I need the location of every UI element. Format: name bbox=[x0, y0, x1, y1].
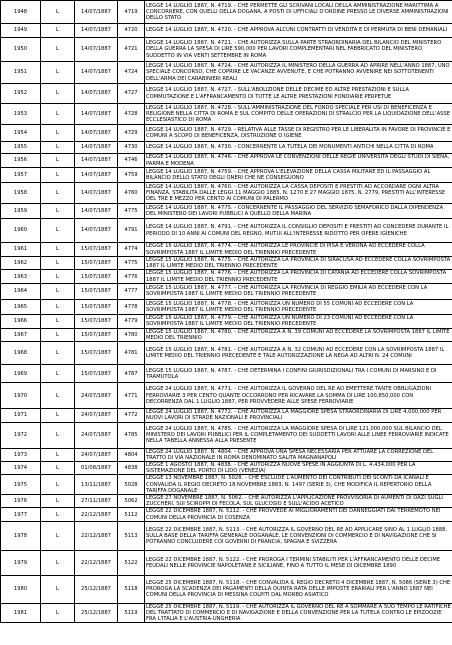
table-row bbox=[1, 521, 452, 550]
row-description: LEGGE 24 LUGLIO 1887, N. 4772. - CHE AUTORIZZA LA MAGGIORE SPESA STRAORDINARIA DI LIRE 4,000,000 PER NUOVI LAVORI DI STRADE NAZIONALI E PROVINCIALI bbox=[145, 409, 452, 422]
row-ordinal: 4729 bbox=[118, 125, 145, 142]
row-number: 1965 bbox=[1, 299, 41, 314]
table-row bbox=[1, 104, 452, 125]
row-description: LEGGE 24 LUGLIO 1887, N. 4771. - CHE AUTORIZZA IL GOVERNO DEL RE AD EMETTERE TANTE OBBLIGAZIONI FERROVIARIE 3 PER CENTO QUANTE OCCORRONO PER RICAVARE LA SOMMA DI LIRE 100,850,000 CON DECORRENZA DAL 1 LUGLIO 1887, PER PROVVEDERE ALLE SPESE FERROVIARIE bbox=[145, 383, 452, 409]
row-date: 14/07/1887 bbox=[75, 154, 118, 168]
row-date: 14/07/1887 bbox=[75, 219, 118, 243]
row-type: L bbox=[41, 550, 75, 575]
row-date: 14/07/1887 bbox=[75, 38, 118, 62]
row-type: L bbox=[41, 270, 75, 283]
row-ordinal: 4791 bbox=[118, 219, 145, 243]
row-ordinal: 4781 bbox=[118, 342, 145, 365]
table-row bbox=[1, 314, 452, 328]
row-type: L bbox=[41, 475, 75, 495]
row-type: L bbox=[41, 38, 75, 62]
row-number: 1956 bbox=[1, 154, 41, 168]
row-type: L bbox=[41, 383, 75, 409]
row-date: 25/12/1887 bbox=[75, 603, 118, 623]
row-type: L bbox=[41, 183, 75, 204]
row-type: L bbox=[41, 328, 75, 341]
row-date: 13/11/1887 bbox=[75, 475, 118, 495]
row-type: L bbox=[41, 575, 75, 603]
row-description: LEGGE 14 LUGLIO 1887, N. 4775. - CONCERNENTE IL PASSAGGIO DEL SERVIZIO SEMAFORICO DALLA DIPENDENZA DEL MINISTERO DEI LAVORI PUBBLICI A QUELLO DELLA MARINA bbox=[145, 204, 452, 219]
row-ordinal: 4724 bbox=[118, 62, 145, 84]
row-description: LEGGE 14 LUGLIO 1887, N. 4720. - CHE APPROVA ALCUNI CONTRATTI DI VENDITA E DI PERMUTA DI BENI DEMANIALI bbox=[145, 24, 452, 38]
row-number: 1949 bbox=[1, 24, 41, 38]
row-number: 1962 bbox=[1, 257, 41, 270]
row-date: 15/07/1887 bbox=[75, 270, 118, 283]
row-date: 01/08/1887 bbox=[75, 462, 118, 475]
row-description: LEGGE 15 LUGLIO 1887, N. 4787. - CHE DETERMINA I CONFINI GIURISDIZIONALI TRA I COMUNI DI MARSINO E DI TRAMUTOLA bbox=[145, 365, 452, 383]
row-description: LEGGE 24 LUGLIO 1887, N. 4804. - CHE APPROVA UNA SPESA NECESSARIA PER ATTUARE LA CORREZIONE DEL TRATTO DI VIA NAZIONALE IN ROMA DENOMINATO SALITA MAGNANAPOLI bbox=[145, 448, 452, 461]
row-description: LEGGE 15 LUGLIO 1887, N. 4777. - CHE AUTORIZZA LA PROVINCIA DI REGGIO EMILIA AD ECCEDERE CON LA SOVRIMPOSTA 1887 IL LIMITE MEDIO DEL TRIENNIO PRECEDENTE bbox=[145, 283, 452, 299]
row-description: LEGGE 22 DICEMBRE 1887, N. 5122. - CHE PROROGA I TERMINI STABILITI PER L'AFFRANCAMENTO DELLE DECIME FEUDALI NELLE PROVINCIE NAPOLETANE E SICILIANE, FINO A TUTTO IL MESE DI DICEMBRE 1890 bbox=[145, 550, 452, 575]
row-number: 1955 bbox=[1, 142, 41, 154]
row-date: 15/07/1887 bbox=[75, 243, 118, 257]
row-number: 1977 bbox=[1, 508, 41, 521]
row-date: 22/12/1887 bbox=[75, 508, 118, 521]
row-ordinal: 5113 bbox=[118, 521, 145, 550]
table-row bbox=[1, 328, 452, 341]
row-number: 1951 bbox=[1, 62, 41, 84]
table-row bbox=[1, 62, 452, 84]
row-date: 15/07/1887 bbox=[75, 283, 118, 299]
row-ordinal: 4778 bbox=[118, 299, 145, 314]
row-date: 14/07/1887 bbox=[75, 62, 118, 84]
row-ordinal: 4759 bbox=[118, 168, 145, 183]
row-number: 1979 bbox=[1, 550, 41, 575]
row-type: L bbox=[41, 409, 75, 422]
row-type: L bbox=[41, 422, 75, 448]
row-type: L bbox=[41, 314, 75, 328]
table-row bbox=[1, 257, 452, 270]
row-ordinal: 4727 bbox=[118, 84, 145, 104]
row-type: L bbox=[41, 462, 75, 475]
table-row bbox=[1, 270, 452, 283]
row-description: LEGGE 15 LUGLIO 1887, N. 4781. - CHE AUTORIZZA A N. 32 COMUNI AD ECCEDERE CON LA SOVRIMPOSTA 1887 IL LIMITE MEDIO DEL TRIENNIO PRECEDENTE E TALE AUTORIZZAZIONE LA NEGA AD ALTRI N. 24 COMUNI bbox=[145, 342, 452, 365]
row-ordinal: 4728 bbox=[118, 104, 145, 125]
row-type: L bbox=[41, 299, 75, 314]
row-description: LEGGE 15 LUGLIO 1887, N. 4779. - CHE AUTORIZZA UN NUMERO DI 23 COMUNI AD ECCEDERE CON LA SOVRIMPOSTA 1887 IL LIMITE MEDIO DEL TRIENNIO PRECEDENTE bbox=[145, 314, 452, 328]
table-row bbox=[1, 219, 452, 243]
row-type: L bbox=[41, 448, 75, 461]
row-date: 14/07/1887 bbox=[75, 142, 118, 154]
row-description: LEGGE 14 LUGLIO 1887, N. 4760. - CHE AUTORIZZA LA CASSA DEPOSITI E PRESTITI AD ACCORDARE OGNI ALTRA FINANZA, STABILITA DALLE LEGGI 11 MAGGIO 1885, N. 1270 E 27 MAGGIO 1875, N. 2779, PRESTITI ALL'INTERESSE DEL TRE E MEZZO PER CENTO AI COMUNI DI PALERMO bbox=[145, 183, 452, 204]
row-description: LEGGE 15 LUGLIO 1887, N. 4778. - CHE AUTORIZZA UN NUMERO DI 55 COMUNI AD ECCEDERE CON LA SOVRIMPOSTA 1887 IL LIMITE MEDIO DEL TRIENNIO PRECEDENTE bbox=[145, 299, 452, 314]
row-ordinal: 4777 bbox=[118, 283, 145, 299]
row-description: LEGGE 14 LUGLIO 1887, N. 4791. - CHE AUTORIZZA IL CONSIGLIO DEPOSITI E PRESTITI AD CONCEDERE DURANTE IL PERIODO DI 10 ANNI AI COMUNI DEL REGNO, MUTUI ALL'INTERESSE RIDOTTO PER OPERE IGIENICHE bbox=[145, 219, 452, 243]
row-type: L bbox=[41, 62, 75, 84]
row-date: 24/07/1887 bbox=[75, 409, 118, 422]
row-date: 14/07/1887 bbox=[75, 125, 118, 142]
row-description: LEGGE 14 LUGLIO 1887, N. 4746. - CHE APPROVA LE CONVENZIONI DELLE REGIE UNIVERSITA DEGLI STUDI DI SIENA, PARMA E MODENA bbox=[145, 154, 452, 168]
row-date: 14/07/1887 bbox=[75, 168, 118, 183]
row-type: L bbox=[41, 219, 75, 243]
row-number: 1969 bbox=[1, 365, 41, 383]
row-ordinal: 5122 bbox=[118, 550, 145, 575]
row-type: L bbox=[41, 365, 75, 383]
row-number: 1971 bbox=[1, 409, 41, 422]
row-ordinal: 4838 bbox=[118, 462, 145, 475]
row-number: 1976 bbox=[1, 495, 41, 508]
row-number: 1957 bbox=[1, 168, 41, 183]
table-row bbox=[1, 422, 452, 448]
table-row bbox=[1, 24, 452, 38]
row-type: L bbox=[41, 603, 75, 623]
row-description: LEGGE 25 DICEMBRE 1887, N. 5119. - CHE AUTORIZZA IL GOVERNO DEL RE A SOMMARE A SUO TEMPO LE RATIFICHE DEL TRATTATO DI COMMERCIO E DI NAVIGAZIONE E DELLA CONVENZIONE PER LA TUTELA CONTRO LE EPIZOOZIE FRA L'ITALIA E L'AUSTRIA-UNGHERIA bbox=[146, 603, 451, 623]
row-date: 24/07/1887 bbox=[75, 448, 118, 461]
row-ordinal: 4721 bbox=[118, 38, 145, 62]
row-ordinal: 5028 bbox=[118, 475, 145, 495]
row-type: L bbox=[41, 1, 75, 24]
row-type: L bbox=[41, 342, 75, 365]
table-row bbox=[1, 448, 452, 461]
row-ordinal: 4774 bbox=[118, 243, 145, 257]
table-row bbox=[1, 603, 452, 623]
row-description: LEGGE 14 LUGLIO 1887, N. 4724. - CHE AUTORIZZA IL MINISTERO DELLA GUERRA AD APRIRE NELL'ANNO 1887, UNO SPECIALE CONCORSO, CHE COPRIRE LE VACANZE AVVENUTE, E CHE POTRANNO AVVENIRE NEI SOTTOTENENTI DELL'ARMA DEI CARABINIERI REALI bbox=[145, 62, 452, 84]
table-row bbox=[1, 495, 452, 508]
row-date: 14/07/1887 bbox=[75, 204, 118, 219]
row-date: 15/07/1887 bbox=[75, 299, 118, 314]
row-date: 14/07/1887 bbox=[75, 24, 118, 38]
row-description: LEGGE 14 LUGLIO 1887, N. 4721. - CHE AUTORIZZA SULLA PARTE STRAORDINARIA DEL BILANCIO DEL MINISTERO DELLA GUERRA LA SPESA DI LIRE 590,000 PER LAVORI COMPLEMENTARI NEL FABBRICATO DEL MINISTERO SUDDETTO IN VIA VENTI SETTEMBRE IN ROMA bbox=[145, 38, 452, 62]
table-row bbox=[1, 243, 452, 257]
row-number: 1980 bbox=[1, 575, 41, 603]
row-description: LEGGE 22 DICEMBRE 1887, N. 5112. - CHE PROVVEDE AI MIGLIORAMENTI DEI DANNEGGIATI DAI TERREMOTO NEI COMUNI DELLA PROVINCIA DI COSENZA bbox=[145, 508, 452, 521]
row-description: LEGGE 14 LUGLIO 1887, N. 4759. - CHE APPROVA L'ELEVAZIONE DELLA CASSA MILITARE ED IL PASSAGGIO AL BILANCIO DELLO STATO DEGLI ONERI CHE NE CONSEGUONO bbox=[145, 168, 452, 183]
row-description: LEGGE 14 LUGLIO 1887, N. 4719. - CHE PERMETTE GLI SCRIVANI LOCALI DELLA AMMINISTRAZIONE MARITTIMA A CONCORRERE, CON QUELLI DELLA DOGANA, A POSTI DI UFFICIALI D'ORDINE PRESSO LE DIVERSE AMMINISTRAZIONI DELLO STATO bbox=[145, 1, 452, 24]
row-number: 1963 bbox=[1, 270, 41, 283]
row-ordinal: 4760 bbox=[118, 183, 145, 204]
row-type: L bbox=[41, 168, 75, 183]
row-type: L bbox=[41, 154, 75, 168]
row-number: 1970 bbox=[1, 383, 41, 409]
table-row bbox=[1, 383, 452, 409]
row-date: 14/07/1887 bbox=[75, 84, 118, 104]
row-date: 15/07/1887 bbox=[75, 314, 118, 328]
row-number: 1960 bbox=[1, 219, 41, 243]
row-type: L bbox=[41, 495, 75, 508]
table-row bbox=[1, 84, 452, 104]
row-ordinal: 4787 bbox=[118, 365, 145, 383]
row-description: LEGGE 24 LUGLIO 1887, N. 4785. - CHE AUTORIZZA LA MAGGIORE SPESA DI LIRE 121,000,000 SUL BILANCIO DEL MINISTERO DEI LAVORI PUBBLICI PER IL COMPLETAMENTO DEI SUDDETTI LAVORI ALLE LINEE FERROVIARIE INDICATE NELLA TABELLA ANNESSA ALLA PRESENTE bbox=[145, 422, 452, 448]
row-number: 1968 bbox=[1, 342, 41, 365]
row-date: 14/07/1887 bbox=[75, 1, 118, 24]
table-row bbox=[1, 183, 452, 204]
row-ordinal: 4804 bbox=[118, 448, 145, 461]
row-number: 1954 bbox=[1, 125, 41, 142]
row-ordinal: 4772 bbox=[118, 409, 145, 422]
row-date: 14/07/1887 bbox=[75, 104, 118, 125]
row-date: 15/07/1887 bbox=[75, 365, 118, 383]
row-ordinal: 5118 bbox=[118, 575, 145, 603]
row-ordinal: 4776 bbox=[118, 270, 145, 283]
row-description: LEGGE 22 DICEMBRE 1887, N. 5113. - CHE AUTORIZZA IL GOVERNO DEL RE AD APPLICARE SINO AL 1 LUGLIO 1888, SULLA BASE DELLA TARIFFA GENERALE DOGANALE, LE CONVENZIONI DI COMMERCIO E DI NAVIGAZIONE CHE SI POTRANNO CONCLUDERE COI GOVERNI DI FRANCIA, SPAGNA E SVIZZERA bbox=[145, 521, 452, 550]
row-number: 1981 bbox=[1, 603, 41, 623]
row-number: 1950 bbox=[1, 38, 41, 62]
row-number: 1953 bbox=[1, 104, 41, 125]
row-type: L bbox=[41, 104, 75, 125]
row-type: L bbox=[41, 257, 75, 270]
row-ordinal: 5112 bbox=[118, 508, 145, 521]
row-type: L bbox=[41, 204, 75, 219]
row-description: LEGGE 13 NOVEMBRE 1887, N. 5028. - CHE ESCLUDE L'AUMENTO DEI CONTRIBUTI DEI SCONTI DA ICANALI E CONVALIDA IL REGIO DECRETO 18 NOVEMBRE 1883, N. 1497 (SERIE 3), CHE MODIFICA IL REPERTORIO DELLA TARIFFA DOGANALE bbox=[145, 475, 452, 495]
table-row bbox=[1, 365, 452, 383]
row-date: 14/07/1887 bbox=[75, 183, 118, 204]
row-type: L bbox=[41, 508, 75, 521]
row-ordinal: 5062 bbox=[118, 495, 145, 508]
table-row bbox=[1, 508, 452, 521]
table-row bbox=[1, 575, 452, 603]
row-description: LEGGE 15 LUGLIO 1887, N. 4780. - CHE AUTORIZZA A N. 39 COMUNI AD ECCEDERE LA SOVRIMPOSTA 1887 IL LIMITE MEDIO DEL TRIENNIO bbox=[145, 328, 452, 341]
row-description: LEGGE 25 DICEMBRE 1887, N. 5118. - CHE CONVALIDA IL REGIO DECRETO 4 DICEMBRE 1887, N. 5086 (SERIE 3) CHE PROROGA LA SCADENZA DEI PAGAMENTI DELLA QUINTA RATA DELLE IMPOSTE ERARIALI PER L'ANNO 1887 NEI COMUNI DELLA PROVINCIA DI MESSINA COLPITI DAL MORBO ASIATICO bbox=[145, 575, 452, 603]
row-number: 1978 bbox=[1, 521, 41, 550]
table-row bbox=[1, 168, 452, 183]
row-type: L bbox=[41, 24, 75, 38]
row-date: 27/11/1887 bbox=[75, 495, 118, 508]
row-number: 1964 bbox=[1, 283, 41, 299]
row-type: L bbox=[41, 243, 75, 257]
row-date: 15/07/1887 bbox=[75, 342, 118, 365]
row-date: 25/12/1887 bbox=[75, 575, 118, 603]
row-number: 1958 bbox=[1, 183, 41, 204]
row-description: LEGGE 1 AGOSTO 1887, N. 4838. - CHE AUTORIZZA NUOVE SPESE IN AGGIUNTA DI L. 4,434,000 PER LA SISTEMAZIONE DEL PORTO DI LIDO (VENEZIA) bbox=[145, 462, 452, 475]
row-number: 1973 bbox=[1, 448, 41, 461]
row-type: L bbox=[41, 84, 75, 104]
table-row bbox=[1, 204, 452, 219]
row-number: 1948 bbox=[1, 1, 41, 24]
row-ordinal: 4719 bbox=[118, 1, 145, 24]
row-ordinal: 4720 bbox=[118, 24, 145, 38]
row-description: LEGGE 14 LUGLIO 1887, N. 4730. - CONCERNENTE LA TUTELA DEI MONUMENTI ANTICHI NELLA CITTA DI ROMA bbox=[145, 142, 452, 154]
row-ordinal: 5119 bbox=[118, 603, 145, 623]
row-number: 1961 bbox=[1, 243, 41, 257]
row-description: LEGGE 15 LUGLIO 1887, N. 4774. - CHE AUTORIZZA LE PROVINCIE DI PISA E VERONA AD ECCEDERE COLLA SOVRIMPOSTA 1887 IL LIMITE MEDIO DEL TRIENNIO PRECEDENTE bbox=[145, 243, 452, 257]
row-description: LEGGE 15 LUGLIO 1887, N. 4776. - CHE AUTORIZZA LA PROVINCIA DI CATANIA AD ECCEDERE COLLA SOVRIMPOSTA 1887 IL LIMITE MEDIO DEL TRIENNIO PRECEDENTE bbox=[145, 270, 452, 283]
table-row bbox=[1, 299, 452, 314]
table-row bbox=[1, 1, 452, 24]
row-description: LEGGE 14 LUGLIO 1887, N. 4728. - SULL'AMMINISTRAZIONE DEL FONDO SPECIALE PER USI DI BENEFICENZA E RELIGIONE NELLA CITTA DI ROMA E SUL COMPITO DELLE OPERAZIONI DI STRALCIO PER LA LIQUIDAZIONE DELL'ASSE ECCLESIASTICO DI ROMA bbox=[145, 104, 452, 125]
table-row bbox=[1, 550, 452, 575]
table-row bbox=[1, 154, 452, 168]
row-ordinal: 4779 bbox=[118, 314, 145, 328]
row-date: 24/07/1887 bbox=[75, 383, 118, 409]
row-type: L bbox=[41, 142, 75, 154]
row-description: LEGGE 15 LUGLIO 1887, N. 4775. - CHE AUTORIZZA LA PROVINCIA DI SIRACUSA AD ECCEDERE COLLA SOVRIMPOSTA 1887 IL LIMITE MEDIO DEL TRIENNIO PRECEDENTE bbox=[145, 257, 452, 270]
row-ordinal: 4775 bbox=[118, 257, 145, 270]
row-date: 22/12/1887 bbox=[75, 521, 118, 550]
row-type: L bbox=[41, 521, 75, 550]
row-ordinal: 4730 bbox=[118, 142, 145, 154]
table-row bbox=[1, 409, 452, 422]
row-number: 1966 bbox=[1, 314, 41, 328]
row-ordinal: 4775 bbox=[118, 204, 145, 219]
row-ordinal: 4771 bbox=[118, 383, 145, 409]
row-number: 1972 bbox=[1, 422, 41, 448]
table-row bbox=[1, 38, 452, 62]
row-date: 15/07/1887 bbox=[75, 328, 118, 341]
laws-table-body bbox=[1, 1, 452, 623]
row-date: 24/07/1887 bbox=[75, 422, 118, 448]
row-number: 1967 bbox=[1, 328, 41, 341]
row-ordinal: 4785 bbox=[118, 422, 145, 448]
row-ordinal: 4780 bbox=[118, 328, 145, 341]
table-row bbox=[1, 475, 452, 495]
table-row bbox=[1, 342, 452, 365]
row-number: 1974 bbox=[1, 462, 41, 475]
row-type: L bbox=[41, 283, 75, 299]
table-row bbox=[1, 142, 452, 154]
row-description: LEGGE 14 LUGLIO 1887, N. 4727. - SULL'ABOLIZIONE DELLE DECIME ED ALTRE PRESTAZIONI E SULLA COMMUTAZIONE E L'AFFRANCAMENTO DI TUTTE LE ALTRE PRESTAZIONI FONDIARIE PERPETUE bbox=[145, 84, 452, 104]
row-number: 1952 bbox=[1, 84, 41, 104]
row-description: LEGGE 14 LUGLIO 1887, N. 4729. - RELATIVA ALLE TASSE DI REGISTRO PER LE LIBERALITA IN FAVORE DI PROVINCIE E COMUNI A SCOPO DI BENEFICENZA, DISTRUZIONE O IGIENE bbox=[145, 125, 452, 142]
row-type: L bbox=[41, 125, 75, 142]
row-number: 1959 bbox=[1, 204, 41, 219]
row-date: 15/07/1887 bbox=[75, 257, 118, 270]
table-row bbox=[1, 462, 452, 475]
row-date: 22/12/1887 bbox=[75, 550, 118, 575]
table-row bbox=[1, 283, 452, 299]
row-number: 1975 bbox=[1, 475, 41, 495]
row-ordinal: 4746 bbox=[118, 154, 145, 168]
row-description: LEGGE 27 NOVEMBRE 1887, N. 5062. - CHE AUTORIZZA L'APPLICAZIONE PROVVISORIA DI AUMENTI DI DAZI SUGLI ZUCCHERI, SUI SCIROPPI DI FECOLA, SUL GLUCOSIO E SULL'ACIDO ACETICO bbox=[145, 495, 452, 508]
table-row bbox=[1, 125, 452, 142]
